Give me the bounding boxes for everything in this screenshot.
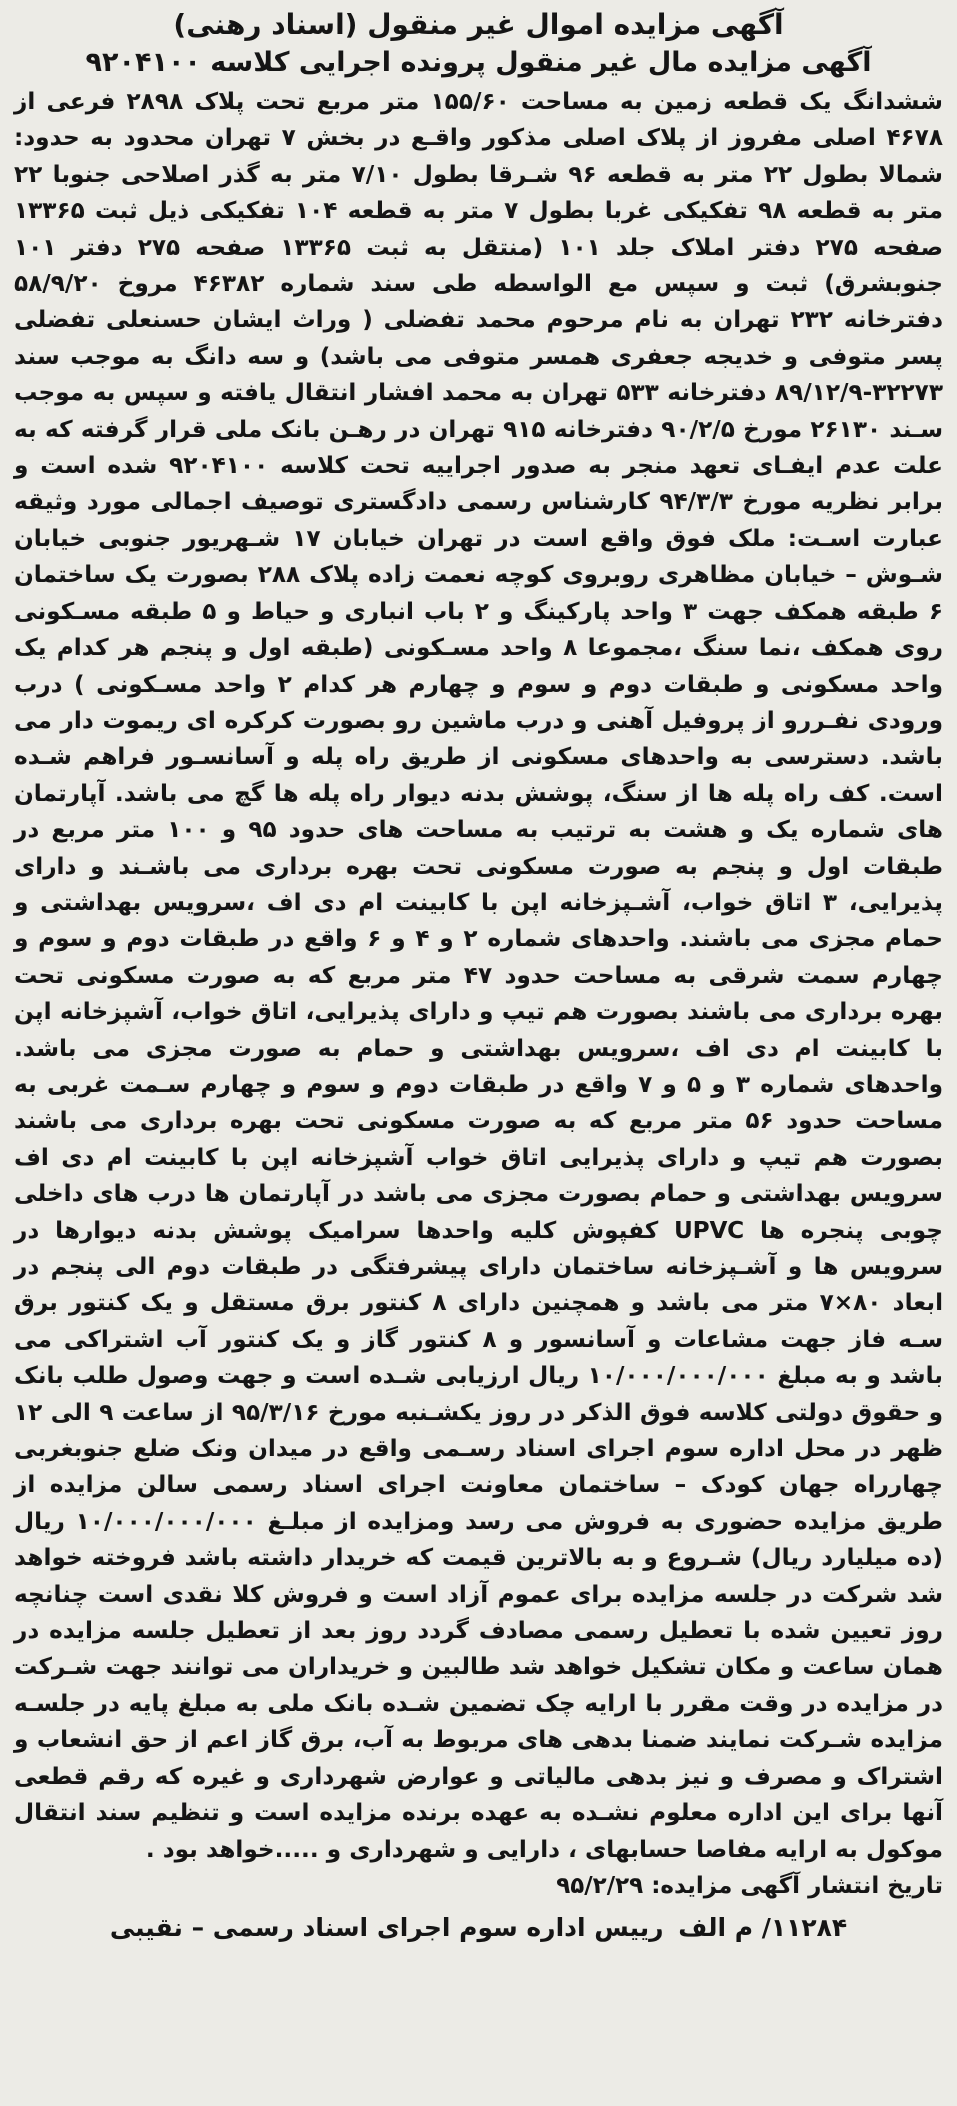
notice-title: آگهی مزایده اموال غیر منقول (اسناد رهنی) <box>173 8 784 41</box>
publication-date: تاریخ انتشار آگهی مزایده: ۹۵/۲/۲۹ <box>556 1872 943 1899</box>
reference-code: ۱۱۲۸۴/ م الف <box>678 1912 848 1942</box>
notice-subtitle: آگهی مزایده مال غیر منقول پرونده اجرایی کلاسه ۹۲۰۴۱۰۰ <box>85 47 872 78</box>
notice-footer <box>14 1908 943 1948</box>
notice-body: ششدانگ یک قطعه زمین به مساحت ۱۵۵/۶۰ متر مربع تحت پلاک ۲۸۹۸ فرعی از ۴۶۷۸ اصلی مفروز از پلاک اصلی مذکور واقـع در بخش ۷ تهران محدود به حدود: شمالا بطول ۲۲ متر به قطعه ۹۶ شـرقا بطول ۷/۱۰ متر به گذر اصلاحی جنوبا ۲۲ متر به قطعه ۹۸ تفکیکی غربا بطول ۷ متر به قطعه ۱۰۴ تفکیکی ذیل ثبت ۱۳۳۶۵ صفحه ۲۷۵ دفتر املاک جلد ۱۰۱ (منتقل به ثبت ۱۳۳۶۵ صفحه ۲۷۵ دفتر ۱۰۱ جنوبشرق) ثبت و سپس مع الواسطه طی سند شماره ۴۶۳۸۲ مروخ ۵۸/۹/۲۰ دفترخانه ۲۳۲ تهران به نام مرحوم محمد تفضلی ( وراث ایشان حسنعلی تفضلی پسر متوفی و خدیجه جعفری همسر متوفی می باشد) و سه دانگ به موجب سند ۳۲۲۷۳-۸۹/۱۲/۹ دفترخانه ۵۳۳ تهران به محمد افشار انتقال یافته و سپس به موجب سـند ۲۶۱۳۰ مورخ ۹۰/۲/۵ دفترخانه ۹۱۵ تهران در رهـن بانک ملی قرار گرفته که به علت عدم ایفـای تعهد منجر به صدور اجراییه تحت کلاسه ۹۲۰۴۱۰۰ شده است و برابر نظریه مورخ ۹۴/۳/۳ کارشناس رسمی دادگستری توصیف اجمالی مورد وثیقه عبارت اسـت: ملک فوق واقع است در تهران خیابان ۱۷ شـهریور جنوبی خیابان شـوش – خیابان مظاهری روبروی کوچه نعمت زاده پلاک ۲۸۸ بصورت یک ساختمان ۶ طبقه همکف جهت ۳ واحد پارکینگ و ۲ باب انباری و حیاط و ۵ طبقه مسـکونی روی همکف ،نما سنگ ،مجموعا ۸ واحد مسـکونی (طبقه اول و پنجم هر کدام یک واحد مسکونی و طبقات دوم و سوم و چهارم هر کدام ۲ واحد مسـکونی ) درب ورودی نفـررو از پروفیل آهنی و درب ماشین رو بصورت کرکره ای ریموت دار می باشد. دسترسی به واحدهای مسکونی از طریق راه پله و آسانسـور فراهم شـده است. کف راه پله ها از سنگ، پوشش بدنه دیوار راه پله ها گچ می باشد. آپارتمان های شماره یک و هشت به ترتیب به مساحت های حدود ۹۵ و ۱۰۰ متر مربع در طبقات اول و پنجم به صورت مسکونی تحت بهره برداری می باشـند و دارای پذیرایی، ۳ اتاق خواب، آشـپزخانه اپن با کابینت ام دی اف ،سرویس بهداشتی و حمام مجزی می باشند. واحدهای شماره ۲ و ۴ و ۶ واقع در طبقات دوم و سوم و چهارم سمت شرقی به مساحت حدود ۴۷ متر مربع که به صورت مسکونی تحت بهره برداری می باشند بصورت هم تیپ و دارای پذیرایی، اتاق خواب، آشپزخانه اپن با کابینت ام دی اف ،سرویس بهداشتی و حمام به صورت مجزی می باشد. واحدهای شماره ۳ و ۵ و ۷ واقع در طبقات دوم و سوم و چهارم سـمت غربی به مساحت حدود ۵۶ متر مربع که به صورت مسکونی تحت بهره برداری می باشند بصورت هم تیپ و دارای پذیرایی اتاق خواب آشپزخانه اپن با کابینت ام دی اف سرویس بهداشتی و حمام بصورت مجزی می باشد در آپارتمان ها درب های داخلی چوبی پنجره ها UPVC کفپوش کلیه واحدها سرامیک پوشش بدنه دیوارها در سرویس ها و آشـپزخانه ساختمان دارای پیشرفتگی در طبقات دوم الی پنجم در ابعاد ۸۰×۷ متر می باشد و همچنین دارای ۸ کنتور برق مستقل و یک کنتور برق سـه فاز جهت مشاعات و آسانسور و ۸ کنتور گاز و یک کنتور آب اشتراکی می باشد و به مبلغ ۱۰/۰۰۰/۰۰۰/۰۰۰ ریال ارزیابی شـده است و جهت وصول طلب بانک و حقوق دولتی کلاسه فوق الذکر در روز یکشـنبه مورخ ۹۵/۳/۱۶ از ساعت ۹ الی ۱۲ ظهر در محل اداره سوم اجرای اسناد رسـمی واقع در میدان ونک ضلع جنوبغربی چهارراه جهان کودک – ساختمان معاونت اجرای اسناد رسمی سالن مزایده از طریق مزایده حضوری به فروش می رسد ومزایده از مبلـغ ۱۰/۰۰۰/۰۰۰/۰۰۰ ریال (ده میلیارد ریال) شـروع و به بالاترین قیمت که خریدار داشته باشد فروخته خواهد شد شرکت در جلسه مزایده برای عموم آزاد است و فروش کلا نقدی است چنانچه روز تعیین شده با تعطیل رسمی مصادف گردد روز بعد از تعطیل جلسه مزایده در همان ساعت و مکان تشکیل خواهد شد طالبین و خریداران می توانند جهت شـرکت در مزایده در وقت مقرر با ارایه چک تضمین شـده بانک ملی به مبلغ پایه در جلسـه مزایده شـرکت نمایند ضمنا بدهی های مربوط به آب، برق گاز اعم از حق انشعاب و اشتراک و مصرف و نیز بدهی مالیاتی و عوارض شهرداری و غیره که رقم قطعی آنها برای این اداره معلوم نشـده به عهده برنده مزایده است و تنظیم سند انتقال موکول به ارایه مفاصا حسابهای ، دارایی و شهرداری و .....خواهد بود . <box>14 88 944 1863</box>
signatory: رییس اداره سوم اجرای اسناد رسمی – نقیبی <box>109 1912 664 1942</box>
